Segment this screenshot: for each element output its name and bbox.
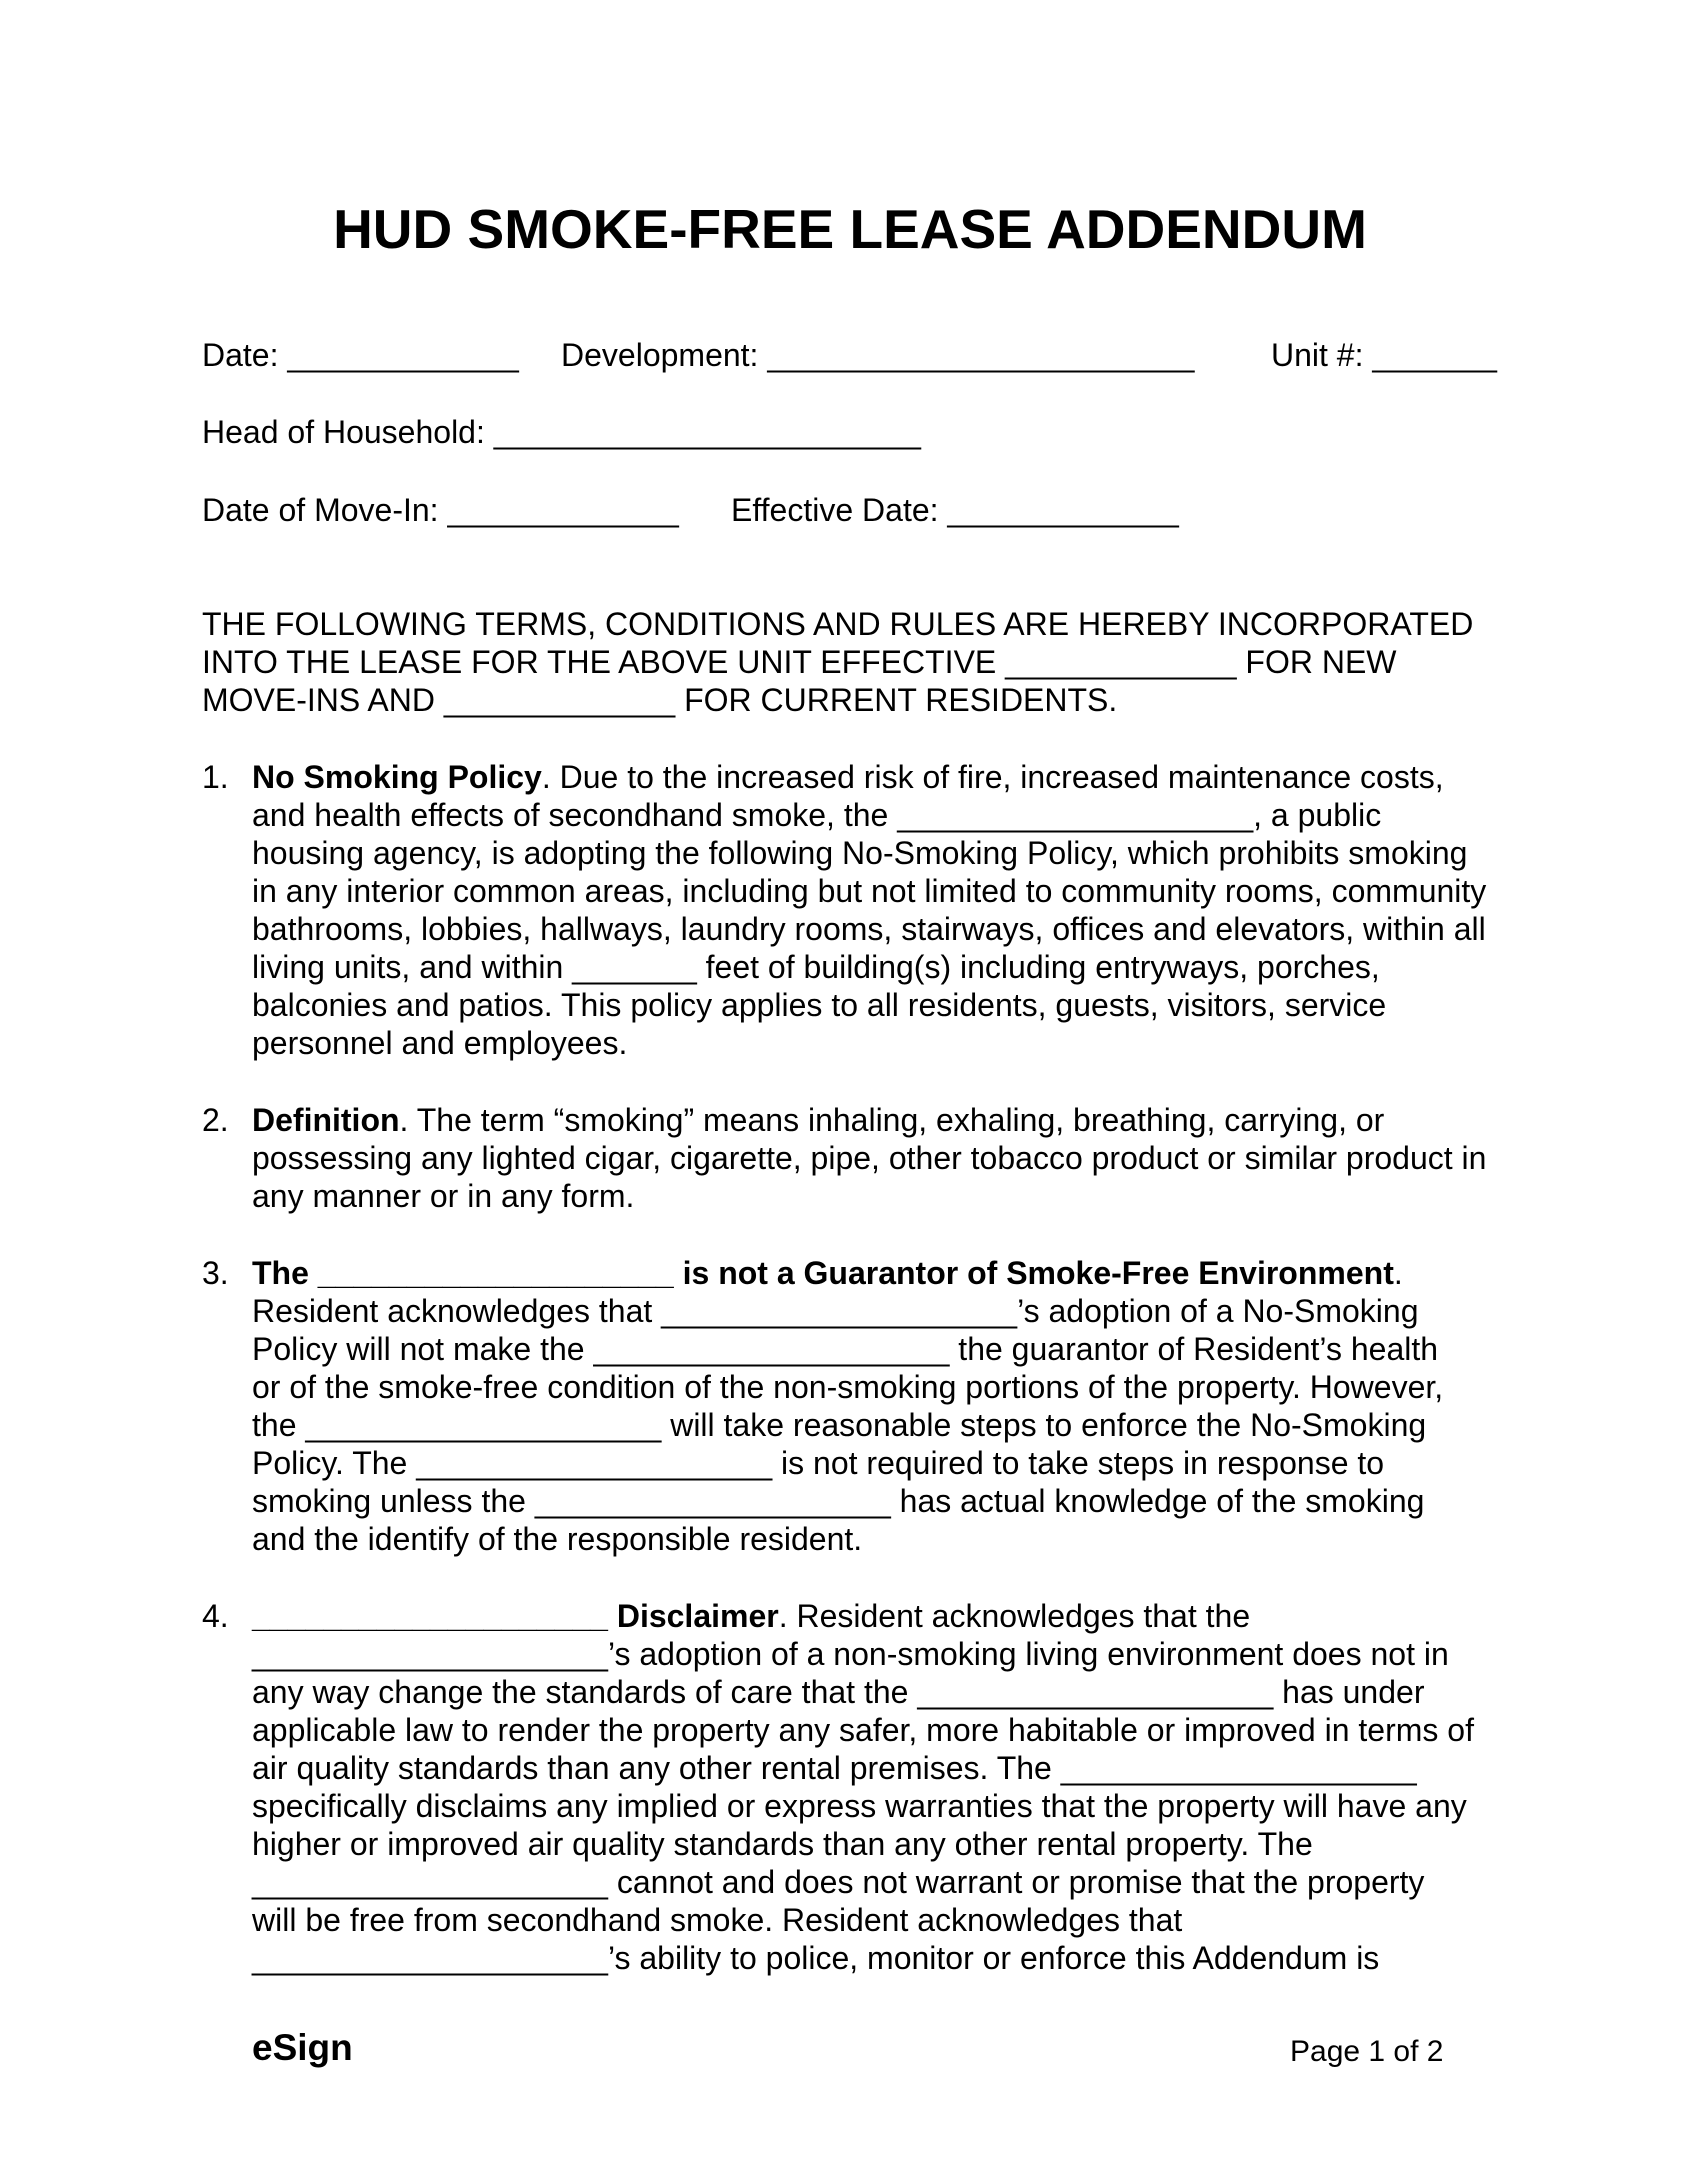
section-line: in any interior common areas, including but not limited to community rooms, community — [252, 873, 1487, 909]
section-line: specifically disclaims any implied or express warranties that the property will have any — [252, 1788, 1467, 1824]
intro-line: MOVE-INS AND _____________ FOR CURRENT RESIDENTS. — [202, 682, 1118, 718]
section-1-first-line: No Smoking Policy. Due to the increased risk of fire, increased maintenance costs, — [252, 759, 1444, 795]
section-line: Policy will not make the ____________________ the guarantor of Resident’s health — [252, 1331, 1439, 1367]
section-line: ____________________’s ability to police, monitor or enforce this Addendum is — [252, 1940, 1380, 1976]
section-3-first-line: The ____________________ is not a Guarantor of Smoke-Free Environment. — [252, 1255, 1403, 1291]
section-line: and health effects of secondhand smoke, the ____________________, a public — [252, 797, 1382, 833]
section-line: ____________________’s adoption of a non-smoking living environment does not in — [252, 1636, 1449, 1672]
section-line: higher or improved air quality standards than any other rental property. The — [252, 1826, 1313, 1862]
intro-line: INTO THE LEASE FOR THE ABOVE UNIT EFFECTIVE _____________ FOR NEW — [202, 644, 1397, 680]
page-number: Page 1 of 2 — [1290, 2035, 1444, 2068]
unit-field[interactable]: Unit #: _______ — [1271, 337, 1497, 373]
head-of-household-field[interactable]: Head of Household: ________________________ — [202, 414, 921, 450]
section-line: balconies and patios. This policy applies to all residents, guests, visitors, service — [252, 987, 1387, 1023]
section-number: 4. — [202, 1598, 229, 1634]
section-heading: The ____________________ is not a Guarantor of Smoke-Free Environment — [252, 1255, 1394, 1291]
section-line: living units, and within _______ feet of building(s) including entryways, porches, — [252, 949, 1380, 985]
section-line: any manner or in any form. — [252, 1178, 635, 1214]
section-number: 3. — [202, 1255, 229, 1291]
section-line: ____________________ cannot and does not warrant or promise that the property — [252, 1864, 1425, 1900]
section-line: the ____________________ will take reasonable steps to enforce the No-Smoking — [252, 1407, 1427, 1443]
effective-date-field[interactable]: Effective Date: _____________ — [731, 492, 1179, 528]
section-line: Policy. The ____________________ is not required to take steps in response to — [252, 1445, 1385, 1481]
section-line: or of the smoke-free condition of the non-smoking portions of the property. However, — [252, 1369, 1444, 1405]
section-line: bathrooms, lobbies, hallways, laundry rooms, stairways, offices and elevators, within all — [252, 911, 1486, 947]
section-line: will be free from secondhand smoke. Resident acknowledges that — [252, 1902, 1183, 1938]
section-2-first-line: Definition. The term “smoking” means inhaling, exhaling, breathing, carrying, or — [252, 1102, 1385, 1138]
section-line: housing agency, is adopting the following No-Smoking Policy, which prohibits smoking — [252, 835, 1468, 871]
section-line: air quality standards than any other rental premises. The ____________________ — [252, 1750, 1417, 1786]
section-heading: No Smoking Policy — [252, 759, 542, 795]
section-line: smoking unless the ____________________ has actual knowledge of the smoking — [252, 1483, 1425, 1519]
section-line: personnel and employees. — [252, 1025, 628, 1061]
intro-line: THE FOLLOWING TERMS, CONDITIONS AND RULES ARE HEREBY INCORPORATED — [202, 606, 1474, 642]
esign-logo: eSign — [252, 2027, 353, 2068]
section-line: and the identify of the responsible resident. — [252, 1521, 863, 1557]
section-line: possessing any lighted cigar, cigarette, pipe, other tobacco product or similar product in — [252, 1140, 1487, 1176]
section-line: applicable law to render the property any safer, more habitable or improved in terms of — [252, 1712, 1474, 1748]
section-line: any way change the standards of care that the ____________________ has under — [252, 1674, 1425, 1710]
move-in-date-field[interactable]: Date of Move-In: _____________ — [202, 492, 679, 528]
date-field[interactable]: Date: _____________ — [202, 337, 519, 373]
section-line: Resident acknowledges that ____________________’s adoption of a No-Smoking — [252, 1293, 1419, 1329]
section-heading: ____________________ Disclaimer — [252, 1598, 779, 1634]
development-field[interactable]: Development: ________________________ — [561, 337, 1195, 373]
section-4-first-line: ____________________ Disclaimer. Resident acknowledges that the — [252, 1598, 1251, 1634]
section-number: 1. — [202, 759, 229, 795]
section-heading: Definition — [252, 1102, 400, 1138]
document-title: HUD SMOKE-FREE LEASE ADDENDUM — [333, 198, 1367, 260]
section-number: 2. — [202, 1102, 229, 1138]
